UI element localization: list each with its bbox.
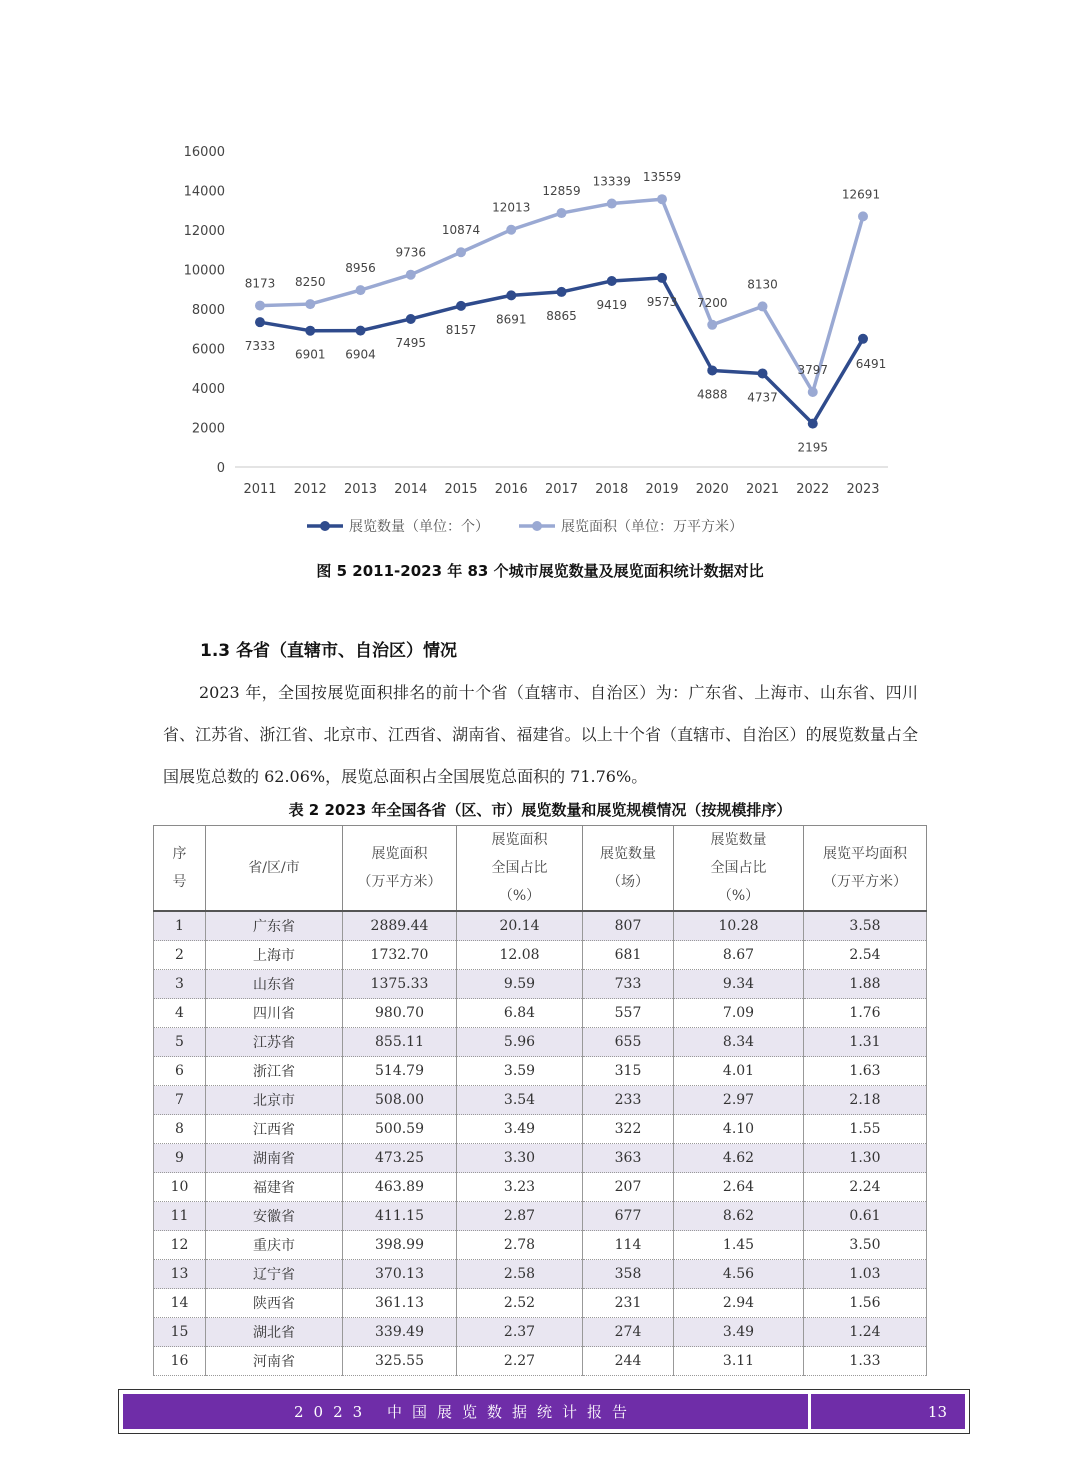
table-cell: 10.28 [674,911,804,941]
table-cell: 398.99 [343,1231,457,1260]
table-cell: 广东省 [206,911,343,941]
data-point [808,387,818,397]
table-row [154,999,927,1028]
data-label: 7333 [244,339,276,354]
table-cell: 重庆市 [206,1231,343,1260]
table-cell: 9.59 [457,970,583,999]
table-cell: 2.97 [674,1086,804,1115]
data-label: 8865 [546,308,577,323]
table-cell: 湖南省 [206,1144,343,1173]
data-label: 9573 [646,294,678,309]
table-cell: 3.58 [804,911,927,941]
x-tick-label: 2015 [444,482,478,497]
data-point [657,194,667,204]
table-cell: 4.10 [674,1115,804,1144]
table-row [154,1202,927,1231]
table-cell: 4.56 [674,1260,804,1289]
table-cell: 2 [154,941,206,970]
table-title: 表 2 2023 年全国各省（区、市）展览数量和展览规模情况（按规模排序） [288,801,792,819]
table-row [154,941,927,970]
x-tick-label: 2019 [645,482,679,497]
table-row [154,970,927,999]
data-label: 12859 [542,184,581,199]
data-point [356,326,366,336]
table-header-cell: 展览面积 全国占比 （%） [457,826,583,912]
data-point [305,299,315,309]
table-cell: 2.94 [674,1289,804,1318]
table-cell: 12.08 [457,941,583,970]
data-label: 8956 [345,261,376,276]
table-cell: 12 [154,1231,206,1260]
table-cell: 8.62 [674,1202,804,1231]
table-cell: 1.56 [804,1289,927,1318]
table-row [154,1347,927,1376]
table-row [154,1057,927,1086]
table-cell: 244 [583,1347,674,1376]
table-cell: 1.55 [804,1115,927,1144]
table-header-cell: 展览面积 （万平方米） [343,826,457,912]
data-label: 12013 [492,200,531,215]
table-cell: 上海市 [206,941,343,970]
table-cell: 2.24 [804,1173,927,1202]
data-point [607,199,617,209]
table-cell: 8.67 [674,941,804,970]
table-cell: 1 [154,911,206,941]
table-cell: 3.30 [457,1144,583,1173]
table-row [154,1144,927,1173]
table-cell: 233 [583,1086,674,1115]
data-label: 9419 [596,297,628,312]
footer-title: 2023 中国展览数据统计报告 [123,1394,808,1429]
table-cell: 473.25 [343,1144,457,1173]
table-cell: 辽宁省 [206,1260,343,1289]
data-point [255,317,265,327]
table-cell: 安徽省 [206,1202,343,1231]
table-cell: 500.59 [343,1115,457,1144]
table-cell: 0.61 [804,1202,927,1231]
table-cell: 1.24 [804,1318,927,1347]
table-cell: 2.37 [457,1318,583,1347]
table-cell: 325.55 [343,1347,457,1376]
data-label: 8130 [747,277,778,292]
data-point [255,301,265,311]
data-point [858,211,868,221]
table-cell: 4.01 [674,1057,804,1086]
table-cell: 557 [583,999,674,1028]
data-label: 13339 [592,174,631,189]
data-label: 7200 [696,295,728,310]
table-cell: 322 [583,1115,674,1144]
data-label: 12691 [841,187,881,202]
table-cell: 370.13 [343,1260,457,1289]
table-header-row [154,826,927,912]
table-cell: 8.34 [674,1028,804,1057]
table-cell: 1375.33 [343,970,457,999]
section-paragraph: 2023 年，全国按展览面积排名的前十个省（直辖市、自治区）为：广东省、上海市、山东省、四川省、江苏省、浙江省、北京市、江西省、湖南省、福建省。以上十个省（直辖市、自治区）的展览数量占全国展览总数的 62.06%，展览总面积占全国展览总面积的 71.76%。 [163,683,918,786]
legend-marker [320,521,330,531]
data-point [607,276,617,286]
table-cell: 4.62 [674,1144,804,1173]
table-cell: 3 [154,970,206,999]
data-label: 4888 [696,387,728,402]
table-body [154,911,927,1376]
table-cell: 13 [154,1260,206,1289]
table-cell: 463.89 [343,1173,457,1202]
data-point [456,247,466,257]
data-point [305,326,315,336]
table-cell: 508.00 [343,1086,457,1115]
table-cell: 3.49 [457,1115,583,1144]
data-point [758,368,768,378]
data-point [506,225,516,235]
table-cell: 1.88 [804,970,927,999]
table-cell: 358 [583,1260,674,1289]
table-cell: 3.11 [674,1347,804,1376]
data-point [808,419,818,429]
figure-caption: 图 5 2011-2023 年 83 个城市展览数量及展览面积统计数据对比 [316,562,764,580]
table-cell: 福建省 [206,1173,343,1202]
table-cell: 339.49 [343,1318,457,1347]
table-cell: 1.33 [804,1347,927,1376]
table-cell: 7.09 [674,999,804,1028]
table-cell: 陕西省 [206,1289,343,1318]
table-cell: 2.58 [457,1260,583,1289]
table-row [154,1028,927,1057]
data-label: 7495 [395,335,427,350]
table-cell: 2.87 [457,1202,583,1231]
table-header-cell: 序 号 [154,826,206,912]
table-row [154,1318,927,1347]
table-cell: 9.34 [674,970,804,999]
data-label: 3797 [797,363,829,378]
data-label: 8173 [244,276,276,291]
x-tick-label: 2023 [846,482,880,497]
data-label: 10874 [441,223,481,238]
x-tick-label: 2012 [293,482,327,497]
table-cell: 4 [154,999,206,1028]
x-tick-label: 2016 [494,482,528,497]
table-row [154,1115,927,1144]
data-label: 8691 [495,312,527,327]
table-header-cell: 展览平均面积 （万平方米） [804,826,927,912]
table-cell: 6.84 [457,999,583,1028]
table-cell: 274 [583,1318,674,1347]
table-cell: 1.03 [804,1260,927,1289]
legend-label: 展览数量（单位：个） [349,519,489,535]
table-cell: 3.59 [457,1057,583,1086]
y-tick-label: 8000 [191,303,225,318]
data-point [356,285,366,295]
table-cell: 2.18 [804,1086,927,1115]
table-cell: 411.15 [343,1202,457,1231]
table-cell: 3.54 [457,1086,583,1115]
table-cell: 1732.70 [343,941,457,970]
table-cell: 315 [583,1057,674,1086]
data-point [406,314,416,324]
table-header-cell: 展览数量 全国占比 （%） [674,826,804,912]
data-label: 8157 [445,322,477,337]
table-cell: 2.64 [674,1173,804,1202]
table-cell: 山东省 [206,970,343,999]
table-cell: 四川省 [206,999,343,1028]
table-cell: 1.31 [804,1028,927,1057]
table-cell: 湖北省 [206,1318,343,1347]
section-title: 1.3 各省（直辖市、自治区）情况 [200,641,458,661]
table-cell: 1.30 [804,1144,927,1173]
table-header-cell: 展览数量 （场） [583,826,674,912]
y-tick-label: 10000 [183,263,225,279]
table-cell: 733 [583,970,674,999]
x-tick-label: 2018 [595,482,629,497]
data-label: 13559 [642,170,682,185]
table-cell: 江苏省 [206,1028,343,1057]
data-point [858,334,868,344]
data-point [557,208,567,218]
y-tick-label: 16000 [183,145,225,160]
y-tick-label: 2000 [191,421,225,437]
y-tick-label: 6000 [191,342,225,358]
data-label: 4737 [747,390,778,405]
table-cell: 2889.44 [343,911,457,941]
data-label: 2195 [797,440,829,455]
data-point [707,365,717,375]
table-cell: 361.13 [343,1289,457,1318]
table-cell: 1.63 [804,1057,927,1086]
y-tick-label: 14000 [183,184,225,200]
x-tick-label: 2021 [745,482,780,497]
table-header-cell: 省/区/市 [206,826,343,912]
y-tick-label: 0 [216,461,225,476]
y-tick-label: 4000 [191,382,225,397]
data-label: 8250 [294,275,326,290]
data-label: 9736 [395,245,427,260]
data-point [758,301,768,311]
table-cell: 2.78 [457,1231,583,1260]
table-cell: 855.11 [343,1028,457,1057]
x-tick-label: 2013 [343,482,378,497]
table-cell: 7 [154,1086,206,1115]
table-cell: 15 [154,1318,206,1347]
table-cell: 681 [583,941,674,970]
data-label: 6901 [294,347,326,362]
data-point [456,301,466,311]
table-cell: 江西省 [206,1115,343,1144]
table-cell: 114 [583,1231,674,1260]
table-cell: 514.79 [343,1057,457,1086]
data-point [557,287,567,297]
page-number: 13 [811,1394,965,1429]
table-row [154,1086,927,1115]
table-cell: 6 [154,1057,206,1086]
table-cell: 3.50 [804,1231,927,1260]
table-cell: 231 [583,1289,674,1318]
table-cell: 980.70 [343,999,457,1028]
table-cell: 677 [583,1202,674,1231]
data-point [657,273,667,283]
table-row [154,1173,927,1202]
page-footer [118,1389,970,1434]
x-tick-label: 2014 [394,482,428,497]
data-point [406,270,416,280]
table-cell: 16 [154,1347,206,1376]
x-tick-label: 2011 [243,482,277,497]
table-cell: 9 [154,1144,206,1173]
table-cell: 11 [154,1202,206,1231]
data-point [506,290,516,300]
table-cell: 北京市 [206,1086,343,1115]
data-point [707,320,717,330]
table-row [154,1260,927,1289]
table-cell: 浙江省 [206,1057,343,1086]
table-cell: 363 [583,1144,674,1173]
table-cell: 3.23 [457,1173,583,1202]
y-tick-label: 12000 [183,224,225,239]
table-cell: 655 [583,1028,674,1057]
table-cell: 5.96 [457,1028,583,1057]
table-cell: 8 [154,1115,206,1144]
table-row [154,911,927,941]
table-cell: 1.76 [804,999,927,1028]
table-cell: 5 [154,1028,206,1057]
x-tick-label: 2020 [695,482,729,497]
table-cell: 807 [583,911,674,941]
legend-label: 展览面积（单位：万平方米） [561,519,743,535]
table-cell: 2.27 [457,1347,583,1376]
legend-marker [532,521,542,531]
data-label: 6904 [345,347,376,362]
table-cell: 2.52 [457,1289,583,1318]
table-cell: 10 [154,1173,206,1202]
data-label: 6491 [855,356,887,371]
x-tick-label: 2022 [796,482,830,497]
line-chart [0,0,1080,550]
table-cell: 207 [583,1173,674,1202]
province-table [153,825,927,1376]
table-row [154,1289,927,1318]
table-cell: 14 [154,1289,206,1318]
table-cell: 3.49 [674,1318,804,1347]
table-cell: 20.14 [457,911,583,941]
table-row [154,1231,927,1260]
table-cell: 1.45 [674,1231,804,1260]
x-tick-label: 2017 [544,482,579,497]
table-cell: 河南省 [206,1347,343,1376]
table-cell: 2.54 [804,941,927,970]
